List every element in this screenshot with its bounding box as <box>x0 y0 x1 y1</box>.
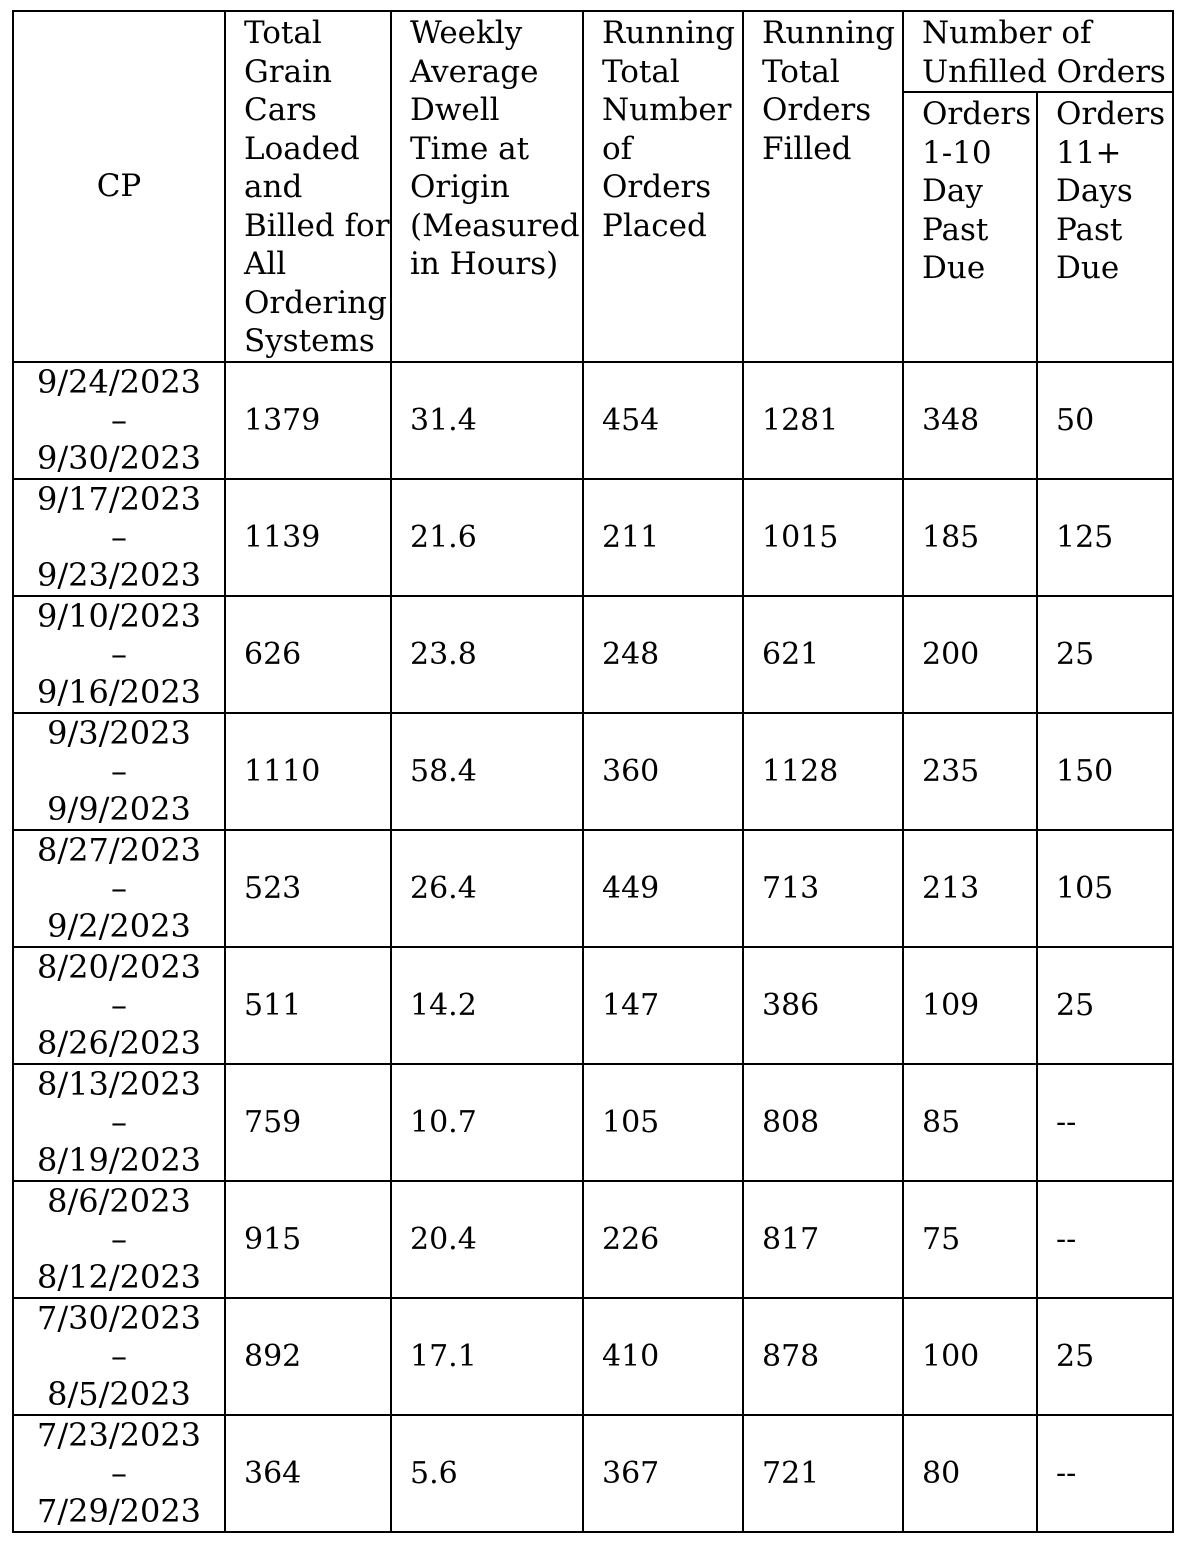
orders-placed-cell: 454 <box>583 362 743 479</box>
unfilled-1-10-cell: 185 <box>903 479 1037 596</box>
orders-placed-cell: 449 <box>583 830 743 947</box>
table-row <box>13 362 1173 479</box>
table-row <box>13 1415 1173 1532</box>
total-grain-cars-cell: 759 <box>225 1064 391 1181</box>
weekly-dwell-cell: 21.6 <box>391 479 583 596</box>
unfilled-11-plus-cell: 150 <box>1037 713 1173 830</box>
date-range-dash: – <box>111 1454 127 1492</box>
unfilled-1-10-cell: 85 <box>903 1064 1037 1181</box>
orders-placed-cell: 360 <box>583 713 743 830</box>
date-range-cell <box>13 830 225 947</box>
grain-car-table <box>12 10 1174 1533</box>
orders-filled-cell: 386 <box>743 947 903 1064</box>
date-range-dash: – <box>111 518 127 556</box>
weekly-dwell-cell: 58.4 <box>391 713 583 830</box>
date-range-end: 8/5/2023 <box>47 1375 191 1413</box>
unfilled-11-plus-cell: 50 <box>1037 362 1173 479</box>
weekly-dwell-cell: 10.7 <box>391 1064 583 1181</box>
unfilled-11-plus-cell: 25 <box>1037 947 1173 1064</box>
table-row <box>13 596 1173 713</box>
date-range-start: 7/30/2023 <box>36 1299 202 1337</box>
date-range-dash: – <box>111 401 127 439</box>
unfilled-11-plus-cell: 105 <box>1037 830 1173 947</box>
header-unfilled-orders: Number of Unfilled Orders <box>903 11 1173 92</box>
orders-placed-cell: 105 <box>583 1064 743 1181</box>
orders-filled-cell: 1015 <box>743 479 903 596</box>
date-range-dash: – <box>111 1220 127 1258</box>
orders-filled-cell: 1128 <box>743 713 903 830</box>
unfilled-1-10-cell: 100 <box>903 1298 1037 1415</box>
total-grain-cars-cell: 1139 <box>225 479 391 596</box>
table-row <box>13 947 1173 1064</box>
weekly-dwell-cell: 23.8 <box>391 596 583 713</box>
orders-placed-cell: 248 <box>583 596 743 713</box>
unfilled-11-plus-cell: -- <box>1037 1064 1173 1181</box>
unfilled-1-10-cell: 213 <box>903 830 1037 947</box>
date-range-cell <box>13 1181 225 1298</box>
date-range-start: 9/17/2023 <box>36 480 202 518</box>
total-grain-cars-cell: 892 <box>225 1298 391 1415</box>
header-orders-placed: Running Total Number of Orders Placed <box>583 11 743 362</box>
unfilled-1-10-cell: 200 <box>903 596 1037 713</box>
orders-filled-cell: 817 <box>743 1181 903 1298</box>
date-range-end: 9/23/2023 <box>36 556 202 594</box>
orders-filled-cell: 713 <box>743 830 903 947</box>
unfilled-11-plus-cell: -- <box>1037 1181 1173 1298</box>
date-range-dash: – <box>111 869 127 907</box>
orders-placed-cell: 211 <box>583 479 743 596</box>
unfilled-1-10-cell: 348 <box>903 362 1037 479</box>
weekly-dwell-cell: 14.2 <box>391 947 583 1064</box>
date-range-cell <box>13 947 225 1064</box>
unfilled-11-plus-cell: 25 <box>1037 596 1173 713</box>
unfilled-11-plus-cell: 125 <box>1037 479 1173 596</box>
date-range-end: 8/19/2023 <box>36 1141 202 1179</box>
table-body <box>13 362 1173 1532</box>
orders-filled-cell: 808 <box>743 1064 903 1181</box>
date-range-end: 8/26/2023 <box>36 1024 202 1062</box>
orders-filled-cell: 721 <box>743 1415 903 1532</box>
date-range-cell <box>13 713 225 830</box>
header-orders-filled: Running Total Orders Filled <box>743 11 903 362</box>
date-range-dash: – <box>111 986 127 1024</box>
total-grain-cars-cell: 626 <box>225 596 391 713</box>
unfilled-1-10-cell: 75 <box>903 1181 1037 1298</box>
date-range-cell <box>13 479 225 596</box>
orders-placed-cell: 147 <box>583 947 743 1064</box>
date-range-start: 7/23/2023 <box>36 1416 202 1454</box>
date-range-cell <box>13 1415 225 1532</box>
date-range-start: 9/24/2023 <box>36 363 202 401</box>
date-range-cell <box>13 596 225 713</box>
header-cp: CP <box>13 11 225 362</box>
weekly-dwell-cell: 31.4 <box>391 362 583 479</box>
date-range-end: 9/2/2023 <box>47 907 191 945</box>
unfilled-1-10-cell: 235 <box>903 713 1037 830</box>
table-row <box>13 1064 1173 1181</box>
weekly-dwell-cell: 5.6 <box>391 1415 583 1532</box>
unfilled-1-10-cell: 109 <box>903 947 1037 1064</box>
date-range-end: 7/29/2023 <box>36 1492 202 1530</box>
total-grain-cars-cell: 1379 <box>225 362 391 479</box>
header-row-top <box>13 11 1173 92</box>
orders-placed-cell: 226 <box>583 1181 743 1298</box>
table-row <box>13 713 1173 830</box>
unfilled-1-10-cell: 80 <box>903 1415 1037 1532</box>
date-range-start: 8/13/2023 <box>36 1065 202 1103</box>
date-range-cell <box>13 362 225 479</box>
orders-filled-cell: 878 <box>743 1298 903 1415</box>
weekly-dwell-cell: 26.4 <box>391 830 583 947</box>
orders-placed-cell: 367 <box>583 1415 743 1532</box>
header-weekly-dwell: Weekly Average Dwell Time at Origin (Measured in Hours) <box>391 11 583 362</box>
date-range-end: 9/30/2023 <box>36 439 202 477</box>
table-row <box>13 479 1173 596</box>
header-unfilled-11-plus: Orders 11+ Days Past Due <box>1037 92 1173 361</box>
date-range-start: 8/27/2023 <box>36 831 202 869</box>
orders-filled-cell: 1281 <box>743 362 903 479</box>
weekly-dwell-cell: 17.1 <box>391 1298 583 1415</box>
date-range-start: 8/20/2023 <box>36 948 202 986</box>
date-range-cell <box>13 1298 225 1415</box>
date-range-end: 9/16/2023 <box>36 673 202 711</box>
weekly-dwell-cell: 20.4 <box>391 1181 583 1298</box>
table-row <box>13 1181 1173 1298</box>
date-range-dash: – <box>111 1103 127 1141</box>
unfilled-11-plus-cell: 25 <box>1037 1298 1173 1415</box>
header-total-grain-cars: Total Grain Cars Loaded and Billed for All Ordering Systems <box>225 11 391 362</box>
unfilled-11-plus-cell: -- <box>1037 1415 1173 1532</box>
total-grain-cars-cell: 523 <box>225 830 391 947</box>
date-range-dash: – <box>111 635 127 673</box>
date-range-start: 9/3/2023 <box>47 714 191 752</box>
table-row <box>13 1298 1173 1415</box>
date-range-dash: – <box>111 752 127 790</box>
date-range-end: 8/12/2023 <box>36 1258 202 1296</box>
date-range-cell <box>13 1064 225 1181</box>
total-grain-cars-cell: 364 <box>225 1415 391 1532</box>
table-row <box>13 830 1173 947</box>
total-grain-cars-cell: 1110 <box>225 713 391 830</box>
total-grain-cars-cell: 511 <box>225 947 391 1064</box>
orders-filled-cell: 621 <box>743 596 903 713</box>
date-range-end: 9/9/2023 <box>47 790 191 828</box>
date-range-start: 8/6/2023 <box>47 1182 191 1220</box>
date-range-start: 9/10/2023 <box>36 597 202 635</box>
header-unfilled-1-10: Orders 1-10 Day Past Due <box>903 92 1037 361</box>
date-range-dash: – <box>111 1337 127 1375</box>
orders-placed-cell: 410 <box>583 1298 743 1415</box>
total-grain-cars-cell: 915 <box>225 1181 391 1298</box>
